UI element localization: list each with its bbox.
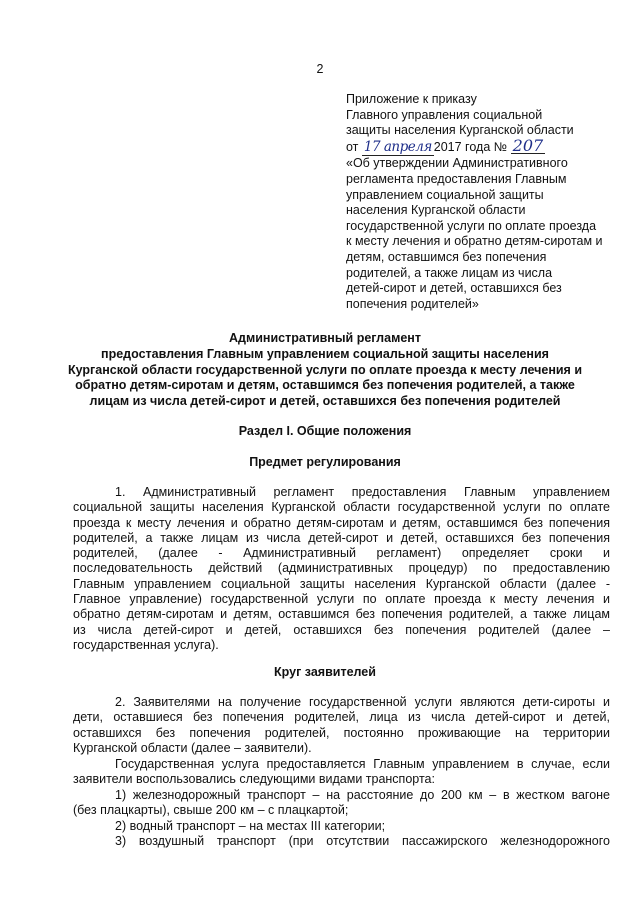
year-text: 2017 года № xyxy=(433,139,508,154)
paragraph-3 xyxy=(73,757,610,788)
appendix-subject-line: родителей, а также лицам из числа xyxy=(346,265,553,280)
paragraph-line: Главным управлением социальной защиты населения Курганской области (далее - xyxy=(73,576,610,591)
appendix-subject-line: попечения родителей» xyxy=(346,296,479,311)
paragraph-line: родителей, а также лицам из числа детей-сирот и детей, оставшихся без попечения xyxy=(73,530,610,545)
paragraph-line: дети, оставшиеся без попечения родителей, лица из числа детей-сирот и детей, xyxy=(73,710,610,725)
paragraph-line: проезда к месту лечения и обратно детям-сиротам и детям, оставшимся без попечения xyxy=(73,515,610,530)
paragraph-line: 2. Заявителями на получение государственной услуги являются дети-сироты и xyxy=(115,695,610,709)
paragraph-line: государственная услуга). xyxy=(73,637,219,652)
paragraph-line: социальной защиты населения Курганской области государственной услуги по оплате xyxy=(73,500,610,515)
appendix-date-line xyxy=(346,135,616,157)
paragraph-line: Курганской области (далее – заявители). xyxy=(73,740,312,755)
appendix-subject-line: управлением социальной защиты xyxy=(346,187,544,202)
paragraph-line: Государственная услуга предоставляется Главным управлением в случае, если xyxy=(115,757,610,771)
handwritten-date: 17 апреля xyxy=(363,138,432,155)
page-number: 2 xyxy=(316,62,324,76)
paragraph-line: из числа детей-сирот и детей, оставшихся без попечения родителей (далее – xyxy=(73,622,610,637)
appendix-subject-line: государственной услуги по оплате проезда xyxy=(346,218,597,233)
list-item-rail xyxy=(73,788,610,819)
appendix-subject-line: населения Курганской области xyxy=(346,203,526,218)
section-heading: Раздел I. Общие положения xyxy=(238,424,412,438)
appendix-block xyxy=(346,92,616,312)
paragraph-line: последовательность действий (административных процедур) по предоставлению xyxy=(73,561,610,576)
title-line: лицам из числа детей-сирот и детей, оставшихся без попечения родителей xyxy=(89,394,561,409)
paragraph-line: заявители воспользовались следующими видами транспорта: xyxy=(73,772,435,787)
paragraph-line: 3) воздушный транспорт (при отсутствии пассажирского железнодорожного xyxy=(115,834,610,848)
paragraph-1 xyxy=(73,485,610,653)
list-item-water xyxy=(73,819,610,834)
appendix-line: Главного управления социальной xyxy=(346,107,543,122)
paragraph-line: 1. Административный регламент предоставления Главным управлением xyxy=(115,485,610,499)
appendix-line: Приложение к приказу xyxy=(346,92,477,106)
paragraph-line: обратно детям-сиротам и детям, оставшимся без попечения родителей, а также лицам xyxy=(73,607,610,622)
paragraph-2 xyxy=(73,695,610,756)
appendix-line: защиты населения Курганской области xyxy=(346,123,574,138)
appendix-subject-line: регламента предоставления Главным xyxy=(346,171,567,186)
paragraph-line: 2) водный транспорт – на местах III категории; xyxy=(115,819,386,833)
paragraph-line: 1) железнодорожный транспорт – на расстояние до 200 км – в жестком вагоне xyxy=(115,788,610,802)
subsection-heading-subject: Предмет регулирования xyxy=(249,455,401,469)
from-prefix: от xyxy=(346,139,359,154)
appendix-subject-line: «Об утверждении Административного xyxy=(346,156,568,171)
paragraph-line: Главное управление) государственной услуги по оплате проезда к месту лечения и xyxy=(73,592,610,607)
paragraph-line: (без плацкарты), свыше 200 км – с плацкартой; xyxy=(73,803,349,818)
subsection-heading-applicants: Круг заявителей xyxy=(274,665,376,679)
list-item-air xyxy=(73,834,610,849)
appendix-subject-line: к месту лечения и обратно детям-сиротам и xyxy=(346,234,603,249)
appendix-subject-line: детей-сирот и детей, оставшихся без xyxy=(346,281,562,296)
title-line: обратно детям-сиротам и детям, оставшимся без попечения родителей, а также xyxy=(75,378,575,393)
title-line: предоставления Главным управлением социальной защиты населения xyxy=(101,346,549,361)
paragraph-line: оставшихся без попечения родителей, постоянно проживающие на территории xyxy=(73,725,610,740)
handwritten-number: 207 xyxy=(512,135,544,155)
paragraph-line: родителей, (далее - Административный регламент) определяет сроки и xyxy=(73,546,610,561)
title-line: Курганской области государственной услуги по оплате проезда к месту лечения и xyxy=(67,362,583,377)
title-line: Административный регламент xyxy=(229,331,421,345)
appendix-subject-line: детям, оставшимся без попечения xyxy=(346,249,547,264)
document-title xyxy=(40,331,610,410)
